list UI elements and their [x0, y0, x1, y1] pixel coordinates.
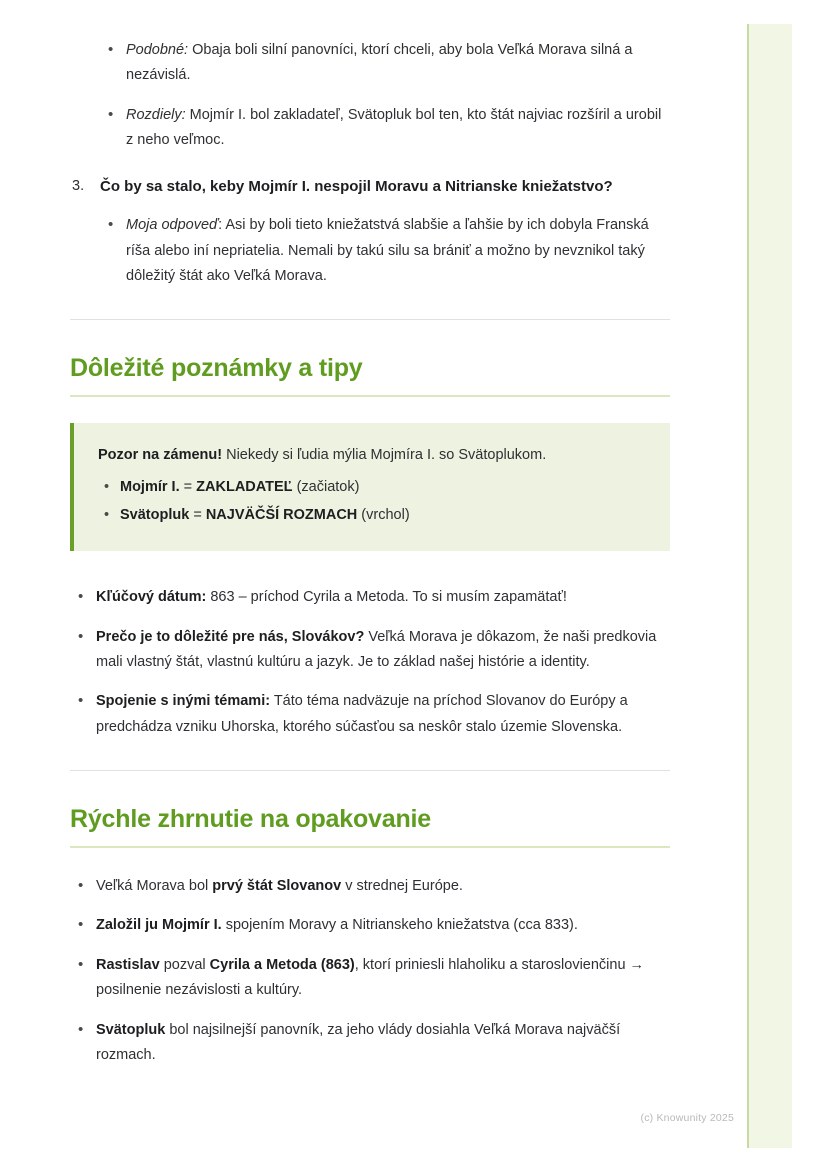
list-item	[100, 213, 670, 289]
decorative-right-rule	[747, 24, 749, 1148]
callout-lead-bold: Pozor na zámenu!	[98, 447, 223, 464]
callout-lead	[98, 443, 648, 468]
question-number: 3.	[72, 177, 85, 194]
comparison-bullet-list	[100, 38, 670, 154]
section-divider	[70, 770, 670, 771]
list-item	[98, 502, 648, 530]
list-item	[70, 625, 670, 676]
callout-item-term: Svätopluk	[120, 506, 190, 523]
answer-lead-label: Moja odpoveď	[126, 217, 219, 234]
summary-bold: Svätopluk	[96, 1021, 166, 1038]
note-text: 863 – príchod Cyrila a Metoda. To si musím zapamätať!	[206, 589, 567, 606]
list-item	[70, 585, 670, 610]
note-bold-lead: Prečo je to dôležité pre nás, Slovákov?	[96, 628, 365, 645]
question-item	[70, 174, 670, 200]
warning-callout	[70, 423, 670, 551]
summary-mid: pozval	[159, 956, 210, 973]
bullet-lead-label: Podobné:	[126, 42, 189, 58]
callout-item-note: (vrchol)	[357, 506, 410, 523]
callout-item-equals: =	[189, 506, 206, 523]
callout-item-term: Mojmír I.	[120, 479, 180, 496]
callout-item-equals: =	[179, 479, 197, 496]
list-item	[70, 953, 670, 1004]
decorative-right-band	[748, 24, 792, 1148]
question-text: Čo by sa stalo, keby Mojmír I. nespojil Moravu a Nitrianske kniežatstvo?	[100, 177, 613, 195]
heading-underline	[70, 395, 670, 397]
summary-bullet-list	[70, 874, 670, 1068]
bullet-text: Mojmír I. bol zakladateľ, Svätopluk bol ten, kto štát najviac rozšíril a urobil z neho veľmoc.	[126, 106, 662, 149]
bullet-lead-label: Rozdiely:	[126, 106, 186, 123]
summary-post: spojením Moravy a Nitrianskeho kniežatstva (cca 833).	[221, 917, 578, 934]
note-text: Táto téma nadväzuje na príchod Slovanov do Európy a predchádza vzniku Uhorska, ktorého súčasťou sa neskôr stalo územie Slovenska.	[96, 693, 628, 735]
list-item	[100, 38, 670, 89]
callout-item-value: NAJVÄČŠÍ ROZMACH	[205, 506, 358, 523]
summary-bold: Rastislav	[96, 956, 160, 973]
summary-pre: Veľká Morava bol	[96, 878, 213, 895]
list-item	[70, 874, 670, 899]
list-item	[70, 913, 670, 938]
page-sheet	[36, 24, 792, 1148]
copyright-footer: (c) Knowunity 2025	[640, 1112, 734, 1124]
summary-bold: prvý štát Slovanov	[212, 878, 342, 895]
answer-text: : Asi by boli tieto kniežatstvá slabšie a ľahšie by ich dobyla Franská ríša alebo iní nepriatelia. Nemali by takú silu sa brániť a možno by nevznikol taký dôležitý štát ako Veľká Morava.	[126, 217, 649, 285]
bullet-text: Obaja boli silní panovníci, ktorí chceli, aby bola Veľká Morava silná a nezávislá.	[126, 42, 633, 84]
section-divider	[70, 319, 670, 320]
callout-item-value: ZAKLADATEĽ	[196, 479, 293, 496]
list-item	[70, 689, 670, 740]
note-bold-lead: Kľúčový dátum:	[96, 589, 207, 606]
callout-item-note: (začiatok)	[292, 479, 360, 496]
answer-bullet-list	[100, 213, 670, 289]
callout-lead-rest: Niekedy si ľudia mýlia Mojmíra I. so Svätoplukom.	[222, 447, 547, 464]
summary-post: bol najsilnejší panovník, za jeho vlády dosiahla Veľká Morava najväčší rozmach.	[96, 1021, 621, 1063]
summary-post: v strednej Európe.	[341, 878, 463, 895]
list-item	[70, 1018, 670, 1069]
page-title-notes: Dôležité poznámky a tipy	[70, 354, 363, 383]
list-item	[98, 474, 648, 502]
summary-bold: Založil ju Mojmír I.	[96, 917, 222, 934]
page-title-summary: Rýchle zhrnutie na opakovanie	[70, 805, 431, 834]
note-text: Veľká Morava je dôkazom, že naši predkovia mali vlastný štát, vlastnú kultúru a jazyk. Je to základ našej histórie a identity.	[96, 628, 657, 670]
notes-bullet-list	[70, 585, 670, 740]
list-item	[100, 103, 670, 154]
note-bold-lead: Spojenie s inými témami:	[96, 693, 271, 710]
summary-bold-2: Cyrila a Metoda (863)	[209, 956, 355, 973]
document-content	[70, 24, 670, 1082]
callout-list	[98, 474, 648, 529]
summary-post: , ktorí priniesli hlaholiku a staroslovienčinu → posilnenie nezávislosti a kultúry.	[96, 956, 645, 999]
heading-underline	[70, 846, 670, 848]
